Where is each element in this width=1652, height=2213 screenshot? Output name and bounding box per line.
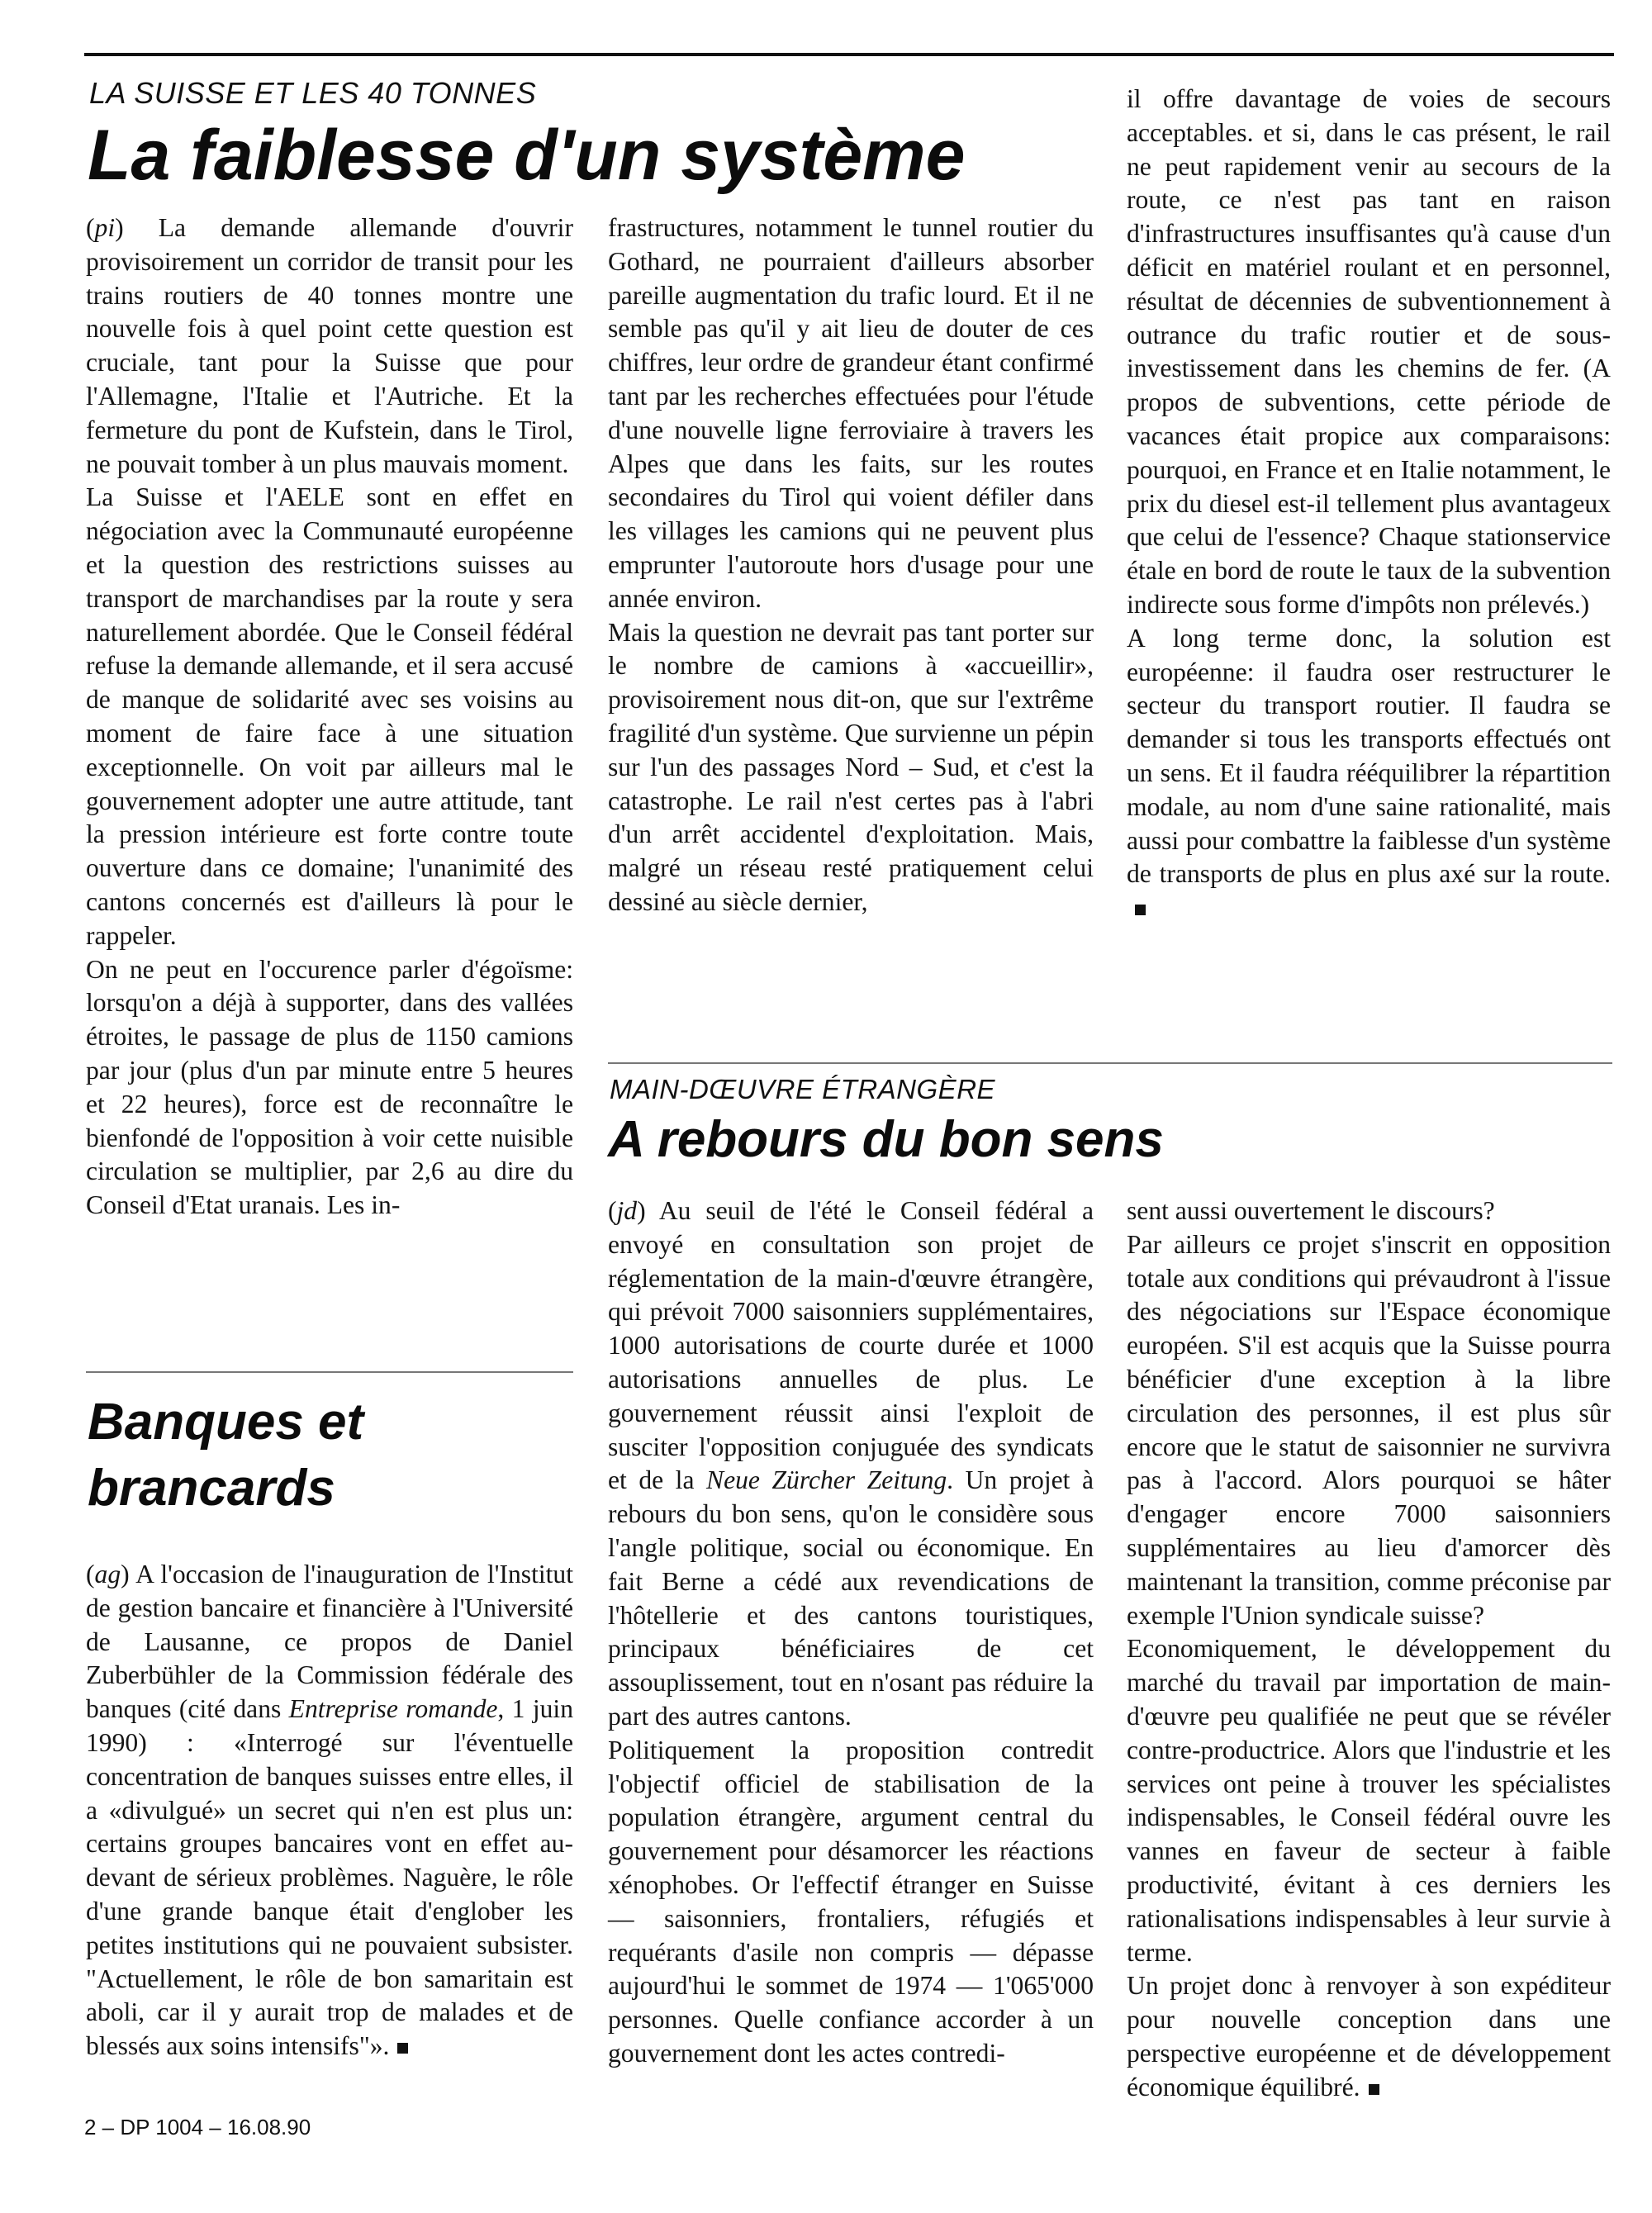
article1-column-2	[608, 211, 1094, 919]
article2-title-line-2: brancards	[88, 1460, 335, 1517]
article1-kicker: LA SUISSE ET LES 40 TONNES	[89, 76, 537, 110]
article1-paragraph: Mais la question ne devrait pas tant porter sur le nombre de camions à «accueillir», provisoirement nous dit-on, que sur l'extrême fragilité d'un système. Que survienne un pépin sur l'un des passages Nord – Sud, et c'est la catastrophe. Le rail n'est certes pas à l'abri d'un arrêt accidentel d'exploitation. Mais, malgré un réseau resté pratiquement celui dessiné au siècle dernier,	[608, 617, 1094, 916]
end-mark-icon	[397, 2043, 408, 2054]
article3-column-3	[1127, 1194, 1611, 2105]
article3-paragraph: Economiquement, le développement du marché du travail par importation de main-d'œuvre peu qualifiée ne peut que se révéler contre-productrice. Alors que l'industrie et les services ont peine à trouver les spécialistes indispensables, le Conseil fédéral ouvre les vannes en faveur de secteur à faible productivité, évitant à ces derniers les rationalisations indispensables à leur survie à terme.	[1127, 1634, 1611, 1967]
article2-title	[88, 1389, 363, 1522]
article3-paragraph: sent aussi ouvertement le discours?	[1127, 1196, 1495, 1225]
page-footer: 2 – DP 1004 – 16.08.90	[84, 2115, 311, 2139]
article1-column-3	[1127, 83, 1611, 925]
end-mark-icon	[1369, 2084, 1379, 2095]
article1-title: La faiblesse d'un système	[88, 116, 966, 195]
article2-title-line-1: Banques et	[88, 1394, 364, 1451]
article3-kicker: MAIN-DŒUVRE ÉTRANGÈRE	[610, 1074, 996, 1104]
article1-paragraph: frastructures, notamment le tunnel routier du Gothard, ne pourraient d'ailleurs absorber pareille augmentation du trafic lourd. Et il ne semble pas qu'il y ait lieu de douter de ces chiffres, leur ordre de grandeur étant confirmé tant par les recherches effectuées pour l'étude d'une nouvelle ligne ferroviaire à travers les Alpes que dans les faits, sur les routes secondaires du Tirol qui voient défiler dans les villages les camions qui ne peuvent plus emprunter l'autoroute hors d'usage pour une année environ.	[608, 213, 1094, 613]
article3-title: A rebours du bon sens	[608, 1111, 1164, 1168]
newspaper-title: Neue Zürcher Zeitung	[706, 1465, 947, 1495]
end-mark-icon	[1135, 905, 1146, 915]
source-title: Entreprise romande	[288, 1694, 498, 1724]
article1-paragraph: La Suisse et l'AELE sont en effet en négociation avec la Communauté européenne et la question des restrictions suisses au transport de marchandises par la route y sera naturellement abordée. Que le Conseil fédéral refuse la demande allemande, et il sera accusé de manque de solidarité avec ses voisins au moment de faire face à une situation exceptionnelle. On voit par ailleurs mal le gouvernement adopter une autre attitude, tant la pression intérieure est forte contre toute ouverture dans ce domaine; l'unanimité des cantons concernés est d'ailleurs là pour le rappeler.	[86, 482, 573, 950]
article3-paragraph: (jd) Au seuil de l'été le Conseil fédéral a envoyé en consultation son projet de réglementation de la main-d'œuvre étrangère, qui prévoit 7000 saisonniers supplémentaires, 1000 autorisations de courte durée et 1000 autorisations annuelles de plus. Le gouvernement réussit ainsi l'exploit de susciter l'opposition conjuguée des syndicats et de la Neue Zürcher Zeitung. Un projet à rebours du bon sens, qu'on le considère sous l'angle politique, social ou économique. En fait Berne a cédé aux revendications de l'hôtellerie et des cantons touristiques, principaux bénéficiaires de cet assouplissement, tout en n'osant pas réduire la part des autres cantons.	[608, 1196, 1094, 1731]
author-initials: jd	[616, 1196, 638, 1225]
article1-paragraph: il offre davantage de voies de secours acceptables. et si, dans le cas présent, le rail ne peut rapidement venir au secours de la route, ce n'est pas tant en raison d'infrastructures insuffisantes qu'à cause d'un déficit en matériel roulant et en personnel, résultat de décennies de subventionnement à outrance du trafic routier et de sous-investissement dans les chemins de fer. (A propos de subventions, cette période de vacances était propice aux comparaisons: pourquoi, en France et en Italie notamment, le prix du diesel est-il tellement plus avantageux que celui de l'essence? Chaque stationservice étale en bord de route le taux de la subvention indirecte sous forme d'impôts non prélevés.)	[1127, 84, 1611, 619]
author-initials: pi	[94, 213, 116, 242]
article3-paragraph: Un projet donc à renvoyer à son expéditeur pour nouvelle conception dans une perspective européenne et de développement économique équilibré.	[1127, 1971, 1611, 2101]
article1-paragraph: A long terme donc, la solution est européenne: il faudra oser restructurer le secteur du transport routier. Il faudra se demander si tous les transports effectués ont un sens. Et il faudra rééquilibrer la répartition modale, au nom d'une saine rationalité, mais aussi pour combattre la faiblesse d'un système de transports de plus en plus axé sur la route.	[1127, 622, 1611, 925]
article1-paragraph: (pi) La demande allemande d'ouvrir provisoirement un corridor de transit pour les trains routiers de 40 tonnes montre une nouvelle fois à quel point cette question est cruciale, tant pour la Suisse que pour l'Allemagne, l'Italie et l'Autriche. Et la fermeture du pont de Kufstein, dans le Tirol, ne pouvait tomber à un plus mauvais moment.	[86, 213, 573, 478]
article2-column	[86, 1558, 573, 2063]
article2-rule	[86, 1371, 573, 1373]
article3-rule	[608, 1062, 1612, 1064]
article1-paragraph: On ne peut en l'occurence parler d'égoïsme: lorsqu'on a déjà à supporter, dans des vallées étroites, le passage de plus de 1150 camions par jour (plus d'un par minute entre 5 heures et 22 heures), force est de reconnaître le bienfondé de l'opposition à voir cette nuisible circulation se multiplier, par 2,6 au dire du Conseil d'Etat uranais. Les in-	[86, 954, 573, 1220]
article3-column-2	[608, 1194, 1094, 2071]
top-rule	[84, 53, 1614, 56]
article3-paragraph: Politiquement la proposition contredit l'objectif officiel de stabilisation de la population étrangère, argument central du gouvernement pour désamorcer les réactions xénophobes. Or l'effectif étranger en Suisse — saisonniers, frontaliers, réfugiés et requérants d'asile non compris — dépasse aujourd'hui le sommet de 1974 — 1'065'000 personnes. Quelle confiance accorder à un gouvernement dont les actes contredi-	[608, 1735, 1094, 2068]
article1-column-1	[86, 211, 573, 1223]
article3-paragraph: Par ailleurs ce projet s'inscrit en opposition totale aux conditions qui prévaudront à l'issue des négociations sur l'Espace économique européen. S'il est acquis que la Suisse pourra bénéficier d'une exception à la libre circulation des personnes, il est plus sûr encore que le statut de saisonnier ne survivra pas à l'accord. Alors pourquoi se hâter d'engager encore 7000 saisonniers supplémentaires au lieu d'amorcer dès maintenant la transition, comme préconise par exemple l'Union syndicale suisse?	[1127, 1229, 1611, 1630]
author-initials: ag	[94, 1560, 121, 1589]
article2-paragraph: (ag) A l'occasion de l'inauguration de l'Institut de gestion bancaire et financière à l'Université de Lausanne, ce propos de Daniel Zuberbühler de la Commission fédérale des banques (cité dans Entreprise romande, 1 juin 1990) : «Interrogé sur l'éventuelle concentration de banques suisses entre elles, il a «divulgué» un secret qui n'en est plus un: certains groupes bancaires vont en effet au-devant de sérieux problèmes. Naguère, le rôle d'une grande banque était d'englober les petites institutions qui ne pouvaient subsister. "Actuellement, le rôle de bon samaritain est aboli, car il y aurait trop de malades et de blessés aux soins intensifs"».	[86, 1560, 573, 2061]
